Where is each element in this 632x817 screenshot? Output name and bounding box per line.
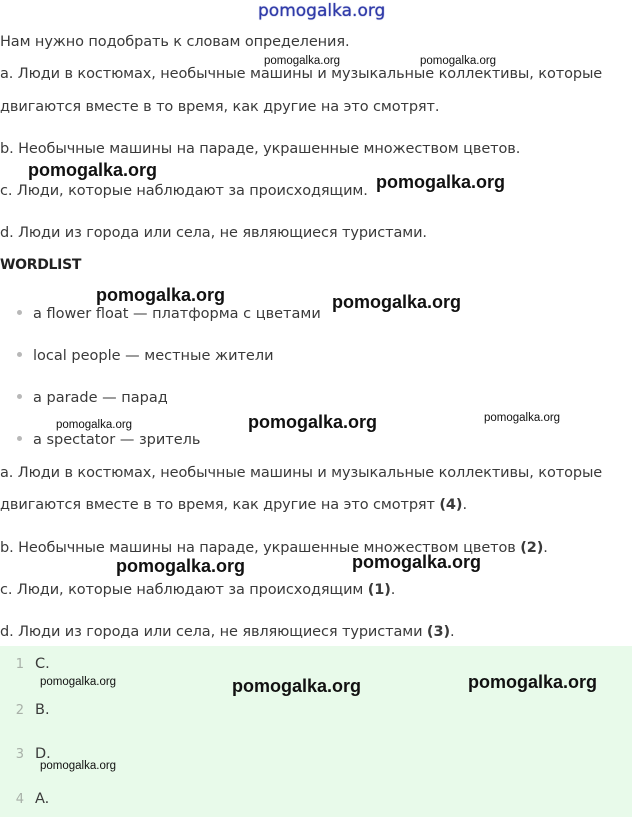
bullet-icon [17,352,22,357]
wordlist-item [0,306,321,322]
question-d: d. Люди из города или села, не являющиеся туристами. [0,225,427,241]
answer-value: C. [35,656,50,672]
answered-a-line2 [0,497,467,513]
answer-row [0,791,49,807]
period: . [390,582,396,598]
answer-value: B. [35,702,50,718]
answer-index: 1 [15,657,24,672]
answer-row [0,702,50,718]
intro-text: Нам нужно подобрать к словам определения. [0,34,350,50]
watermark: pomogalka.org [352,552,482,572]
watermark: pomogalka.org [248,412,378,432]
answer-number: (4) [439,497,463,513]
watermark: pomogalka.org [96,285,226,305]
wordlist-item-text: a spectator — зритель [33,432,201,448]
answered-a-line1: a. Люди в костюмах, необычные машины и музыкальные коллективы, которые [0,465,603,481]
answered-text: b. Необычные машины на параде, украшенные множеством цветов [0,540,521,556]
watermark: pomogalka.org [332,292,462,312]
period: . [462,497,467,513]
question-a-line2: двигаются вместе в то время, как другие на это смотрят. [0,99,440,115]
answer-number: (2) [520,540,544,556]
bullet-icon [17,310,22,315]
watermark: pomogalka.org [484,412,561,424]
answer-index: 4 [15,792,24,807]
answered-text: двигаются вместе в то время, как другие на это смотрят [0,497,440,513]
wordlist-heading: WORDLIST [0,257,82,273]
answer-value: A. [35,791,50,807]
watermark: pomogalka.org [420,55,497,67]
watermark: pomogalka.org [264,55,341,67]
answered-d [0,624,454,640]
wordlist-item-text: a parade — парад [33,390,168,406]
header-watermark: pomogalka.org [258,1,386,21]
watermark: pomogalka.org [56,419,133,431]
answered-text: d. Люди из города или села, не являющиеся туристами [0,624,427,640]
period: . [449,624,455,640]
answered-c [0,582,395,598]
watermark: pomogalka.org [40,760,117,772]
answer-value: D. [35,746,51,762]
bullet-icon [17,394,22,399]
wordlist-item-text: local people — местные жители [33,348,274,364]
wordlist-item-text: a flower float — платформа с цветами [33,306,321,322]
answer-number: (3) [426,624,450,640]
question-b: b. Необычные машины на параде, украшенные множеством цветов. [0,141,521,157]
period: . [543,540,548,556]
answer-number: (1) [367,582,391,598]
wordlist-item [0,348,274,364]
answer-row [0,656,50,672]
watermark: pomogalka.org [232,676,362,696]
wordlist-item [0,390,168,406]
answer-index: 2 [15,703,24,718]
watermark: pomogalka.org [40,676,117,688]
answer-index: 3 [15,747,24,762]
bullet-icon [17,436,22,441]
watermark: pomogalka.org [28,160,158,180]
wordlist-item [0,432,200,448]
watermark: pomogalka.org [376,172,506,192]
question-c: c. Люди, которые наблюдают за происходящим. [0,183,368,199]
question-a-line1: a. Люди в костюмах, необычные машины и музыкальные коллективы, которые [0,66,603,82]
watermark: pomogalka.org [468,672,598,692]
answered-text: c. Люди, которые наблюдают за происходящим [0,582,368,598]
watermark: pomogalka.org [116,556,246,576]
